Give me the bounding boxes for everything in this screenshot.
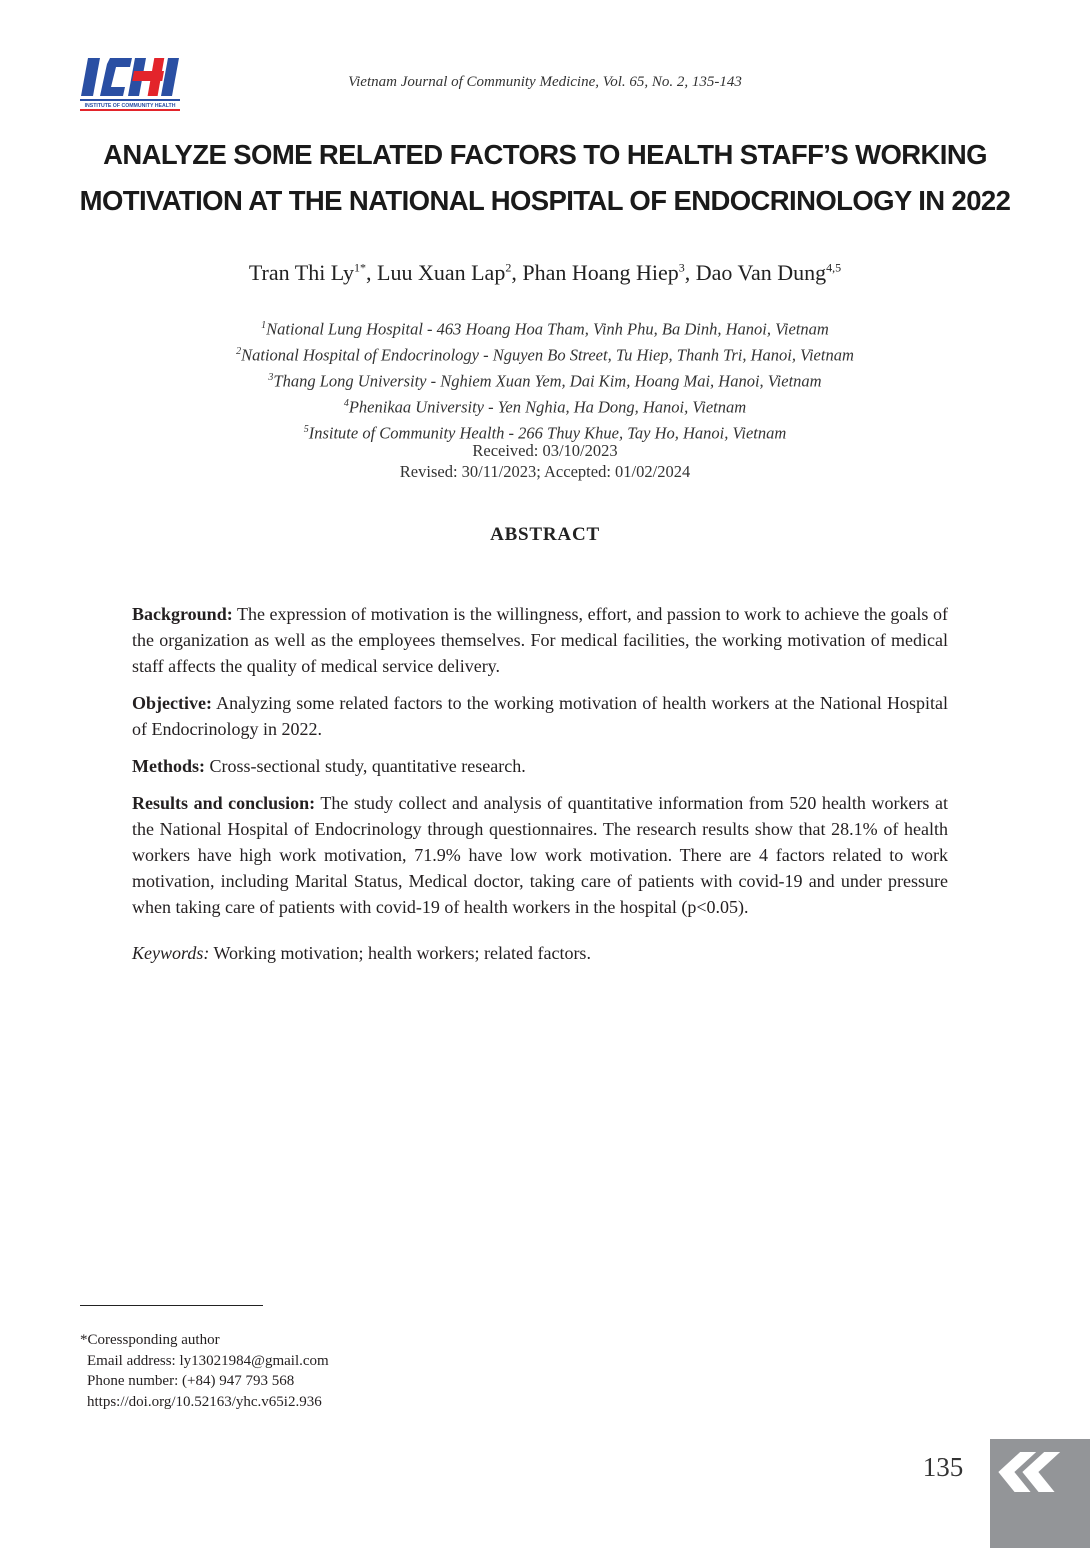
methods-text: Cross-sectional study, quantitative research. xyxy=(205,756,526,776)
author-separator: , xyxy=(684,260,696,285)
journal-citation: Vietnam Journal of Community Medicine, Vol. 65, No. 2, 135-143 xyxy=(348,74,742,90)
author-affil-sup: 4,5 xyxy=(826,260,842,275)
double-chevron-left-icon xyxy=(990,1439,1090,1548)
doi-link[interactable]: https://doi.org/10.52163/yhc.v65i2.936 xyxy=(87,1393,322,1410)
title-line-1: ANALYZE SOME RELATED FACTORS TO HEALTH STAFF’S WORKING xyxy=(103,139,987,170)
page-number: 135 xyxy=(922,1452,964,1482)
author-list xyxy=(0,260,1090,286)
affiliation-text: National Hospital of Endocrinology - Nguyen Bo Street, Tu Hiep, Thanh Tri, Hanoi, Vietnam xyxy=(241,345,854,365)
keywords-text: Working motivation; health workers; related factors. xyxy=(209,943,591,963)
author-affil-sup: 2 xyxy=(505,260,512,275)
results-label: Results and conclusion: xyxy=(132,793,316,813)
author-affil-sup: 1* xyxy=(354,260,367,275)
corresponding-author-label: *Coressponding author xyxy=(80,1332,220,1348)
author-name: Luu Xuan Lap xyxy=(377,260,506,285)
author-separator: , xyxy=(366,260,378,285)
objective-text: Analyzing some related factors to the working motivation of health workers at the National Hospital of Endocrinology in 2022. xyxy=(132,693,948,739)
abstract-results xyxy=(132,790,948,920)
methods-label: Methods: xyxy=(132,756,205,776)
affiliation-number: 2 xyxy=(236,346,242,357)
author-name: Phan Hoang Hiep xyxy=(522,260,679,285)
author-separator: , xyxy=(511,260,523,285)
author-name: Tran Thi Ly xyxy=(248,260,355,285)
author-name: Dao Van Dung xyxy=(695,260,827,285)
objective-label: Objective: xyxy=(132,693,212,713)
email-address: Email address: ly13021984@gmail.com xyxy=(87,1352,329,1369)
submission-dates xyxy=(0,440,1090,482)
affiliation-item xyxy=(0,367,1090,393)
footnote xyxy=(80,1330,329,1412)
affiliation-number: 4 xyxy=(343,398,349,409)
affiliation-text: National Lung Hospital - 463 Hoang Hoa Tham, Vinh Phu, Ba Dinh, Hanoi, Vietnam xyxy=(266,319,829,339)
abstract-body xyxy=(132,601,948,977)
keywords-label: Keywords: xyxy=(132,943,210,963)
affiliation-list xyxy=(0,315,1090,445)
page-edge-tab xyxy=(990,1439,1090,1548)
revised-accepted-date: Revised: 30/11/2023; Accepted: 01/02/2024 xyxy=(399,462,691,481)
author-affil-sup: 3 xyxy=(678,260,685,275)
phone-number: Phone number: (+84) 947 793 568 xyxy=(87,1373,295,1389)
affiliation-text: Thang Long University - Nghiem Xuan Yem, Dai Kim, Hoang Mai, Hanoi, Vietnam xyxy=(273,371,822,391)
affiliation-item xyxy=(0,341,1090,367)
footnote-divider xyxy=(80,1305,263,1306)
received-date: Received: 03/10/2023 xyxy=(472,441,618,460)
abstract-keywords xyxy=(132,940,948,966)
affiliation-item xyxy=(0,393,1090,419)
affiliation-item xyxy=(0,315,1090,341)
title-line-2: MOTIVATION AT THE NATIONAL HOSPITAL OF ENDOCRINOLOGY IN 2022 xyxy=(79,185,1011,216)
results-text: The study collect and analysis of quantitative information from 520 health workers at the National Hospital of Endocrinology through questionnaires. The research results show that 28.1% of health workers have high work motivation, 71.9% have low work motivation. There are 4 factors related to work motivation, including Marital Status, Medical doctor, taking care of patients with covid-19 and under pressure when taking care of patients with covid-19 of health workers in the hospital (p<0.05). xyxy=(132,793,948,917)
abstract-background xyxy=(132,601,948,679)
paper-title xyxy=(40,132,1050,224)
affiliation-number: 5 xyxy=(303,424,309,435)
affiliation-text: Phenikaa University - Yen Nghia, Ha Dong, Hanoi, Vietnam xyxy=(348,397,747,417)
affiliation-number: 3 xyxy=(268,372,274,383)
background-text: The expression of motivation is the willingness, effort, and passion to work to achieve the goals of the organization as well as the employees themselves. For medical facilities, the working motivation of medical staff affects the quality of medical service delivery. xyxy=(132,604,948,676)
abstract-heading: ABSTRACT xyxy=(490,524,600,545)
logo-text: INSTITUTE OF COMMUNITY HEALTH xyxy=(84,103,176,109)
abstract-methods xyxy=(132,753,948,779)
affiliation-text: Insitute of Community Health - 266 Thuy Khue, Tay Ho, Hanoi, Vietnam xyxy=(308,423,787,443)
affiliation-number: 1 xyxy=(261,320,267,331)
background-label: Background: xyxy=(132,604,233,624)
abstract-objective xyxy=(132,690,948,742)
